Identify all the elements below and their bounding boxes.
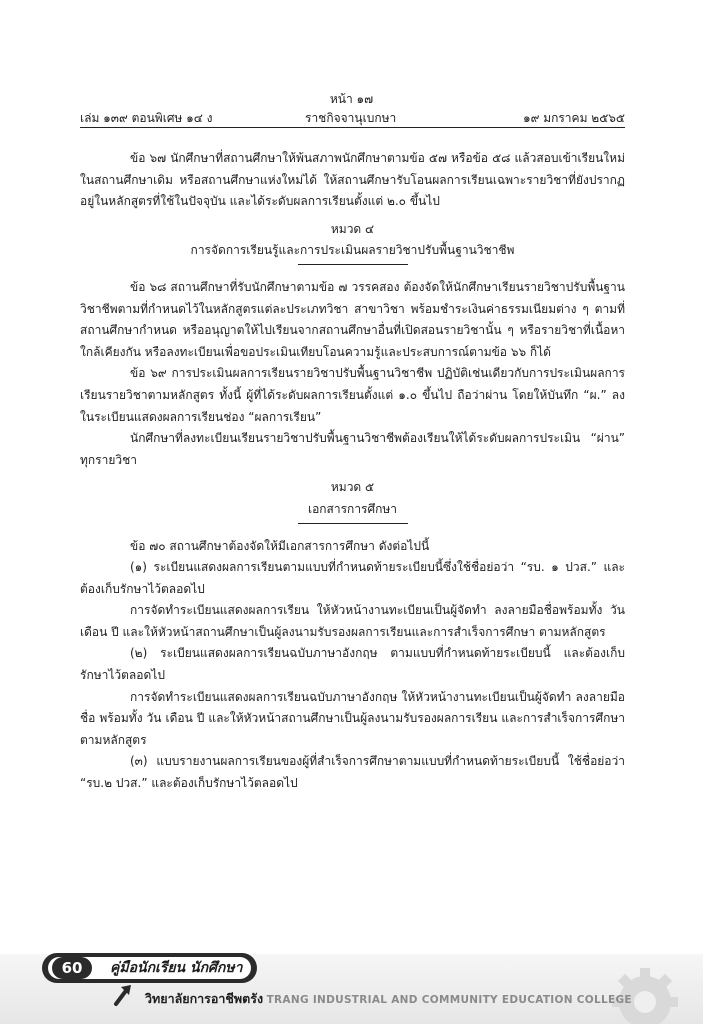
clause-70-item-2: (๒) ระเบียนแสดงผลการเรียนฉบับภาษาอังกฤษ ตามแบบที่กำหนดท้ายระเบียบนี้ และต้องเก็บรักษาไว้ตลอดไป [80,646,625,683]
handbook-page-number: 60 [52,957,92,979]
handbook-title: คู่มือนักเรียน นักศึกษา [110,960,243,976]
gazette-header [80,109,625,125]
clause-69-note: นักศึกษาที่ลงทะเบียนเรียนรายวิชาปรับพื้นฐานวิชาชีพต้องเรียนให้ได้ระดับผลการประเมิน “ผ่าน” ทุกรายวิชา [80,431,625,467]
section-4-subtitle: การจัดการเรียนรู้และการประเมินผลรายวิชาปรับพื้นฐานวิชาชีพ [190,243,515,258]
arrow-icon [112,980,140,1008]
clause-70: ข้อ ๗๐ สถานศึกษาต้องจัดให้มีเอกสารการศึกษา ดังต่อไปนี้ [130,538,430,553]
gazette-volume: เล่ม ๑๓๙ ตอนพิเศษ ๑๔ ง [80,111,213,125]
gazette-date: ๑๙ มกราคม ๒๕๖๕ [522,111,625,125]
section-4-title: หมวด ๔ [330,221,375,236]
college-name-english: TRANG INDUSTRIAL AND COMMUNITY EDUCATION COLLEGE [266,994,632,1006]
document-body [80,148,625,795]
clause-70-item-3: (๓) แบบรายงานผลการเรียนของผู้ที่สำเร็จการศึกษาตามแบบที่กำหนดท้ายระเบียบนี้ ใช้ชื่อย่อว่า “รบ.๒ ปวส.” และต้องเก็บรักษาไว้ตลอดไป [80,754,625,791]
section-5-subtitle: เอกสารการศึกษา [307,501,398,516]
header-divider [80,127,625,128]
clause-70-item-1-detail: การจัดทำระเบียนแสดงผลการเรียน ให้หัวหน้างานทะเบียนเป็นผู้จัดทำ ลงลายมือชื่อพร้อมทั้ง วัน เดือน ปี และให้หัวหน้าสถานศึกษาเป็นผู้ลงนามรับรองผลการเรียนและการสำเร็จการศึกษา ตามหลักสูตร [80,603,625,639]
clause-69: ข้อ ๖๙ การประเมินผลการเรียนรายวิชาปรับพื้นฐานวิชาชีพ ปฏิบัติเช่นเดียวกับการประเมินผลการเรียนรายวิชาตามหลักสูตร ทั้งนี้ ผู้ที่ได้ระดับผลการเรียนตั้งแต่ ๑.๐ ขึ้นไป ถือว่าผ่าน โดยให้บันทึก “ผ.” ลงในระเบียนแสดงผลการเรียนช่อง “ผลการเรียน” [80,366,625,424]
gazette-name: ราชกิจจานุเบกษา [305,111,397,125]
handbook-footer [0,940,703,1024]
clause-68: ข้อ ๖๘ สถานศึกษาที่รับนักศึกษาตามข้อ ๗ วรรคสอง ต้องจัดให้นักศึกษาเรียนรายวิชาปรับพื้นฐานวิชาชีพตามที่กำหนดไว้ในหลักสูตรแต่ละประเภทวิชา สาขาวิชา พร้อมชำระเงินค่าธรรมเนียมต่าง ๆ ตามที่สถานศึกษากำหนด หรืออนุญาตให้ไปเรียนจากสถานศึกษาอื่นที่เปิดสอนรายวิชานั้น ๆ หรือรายวิชาที่เนื้อหาใกล้เคียงกัน หรือลงทะเบียนเพื่อขอประเมินเทียบโอนความรู้และประสบการณ์ตามข้อ ๖๖ ก็ได้ [80,279,625,359]
clause-70-item-2-detail: การจัดทำระเบียนแสดงผลการเรียนฉบับภาษาอังกฤษ ให้หัวหน้างานทะเบียนเป็นผู้จัดทำ ลงลายมือชื่อ พร้อมทั้ง วัน เดือน ปี และให้หัวหน้าสถานศึกษาเป็นผู้ลงนามรับรองผลการเรียน และการสำเร็จการศึกษาตามหลักสูตร [80,689,625,747]
college-name [145,992,632,1007]
clause-67: ข้อ ๖๗ นักศึกษาที่สถานศึกษาให้พ้นสภาพนักศึกษาตามข้อ ๕๗ หรือข้อ ๕๘ แล้วสอบเข้าเรียนใหม่ในสถานศึกษาเดิม หรือสถานศึกษาแห่งใหม่ได้ ให้สถานศึกษารับโอนผลการเรียนเฉพาะรายวิชาที่ยังปรากฏอยู่ในหลักสูตรที่ใช้ในปัจจุบัน และได้ระดับผลการเรียนตั้งแต่ ๒.๐ ขึ้นไป [80,151,625,209]
section-5-title: หมวด ๕ [330,480,375,495]
gazette-page-number: หน้า ๑๗ [329,92,374,106]
college-name-thai: วิทยาลัยการอาชีพตรัง [145,991,264,1006]
clause-70-item-1: (๑) ระเบียนแสดงผลการเรียนตามแบบที่กำหนดท้ายระเบียบนี้ซึ่งใช้ชื่อย่อว่า “รบ. ๑ ปวส.” และต้องเก็บรักษาไว้ตลอดไป [80,560,625,596]
